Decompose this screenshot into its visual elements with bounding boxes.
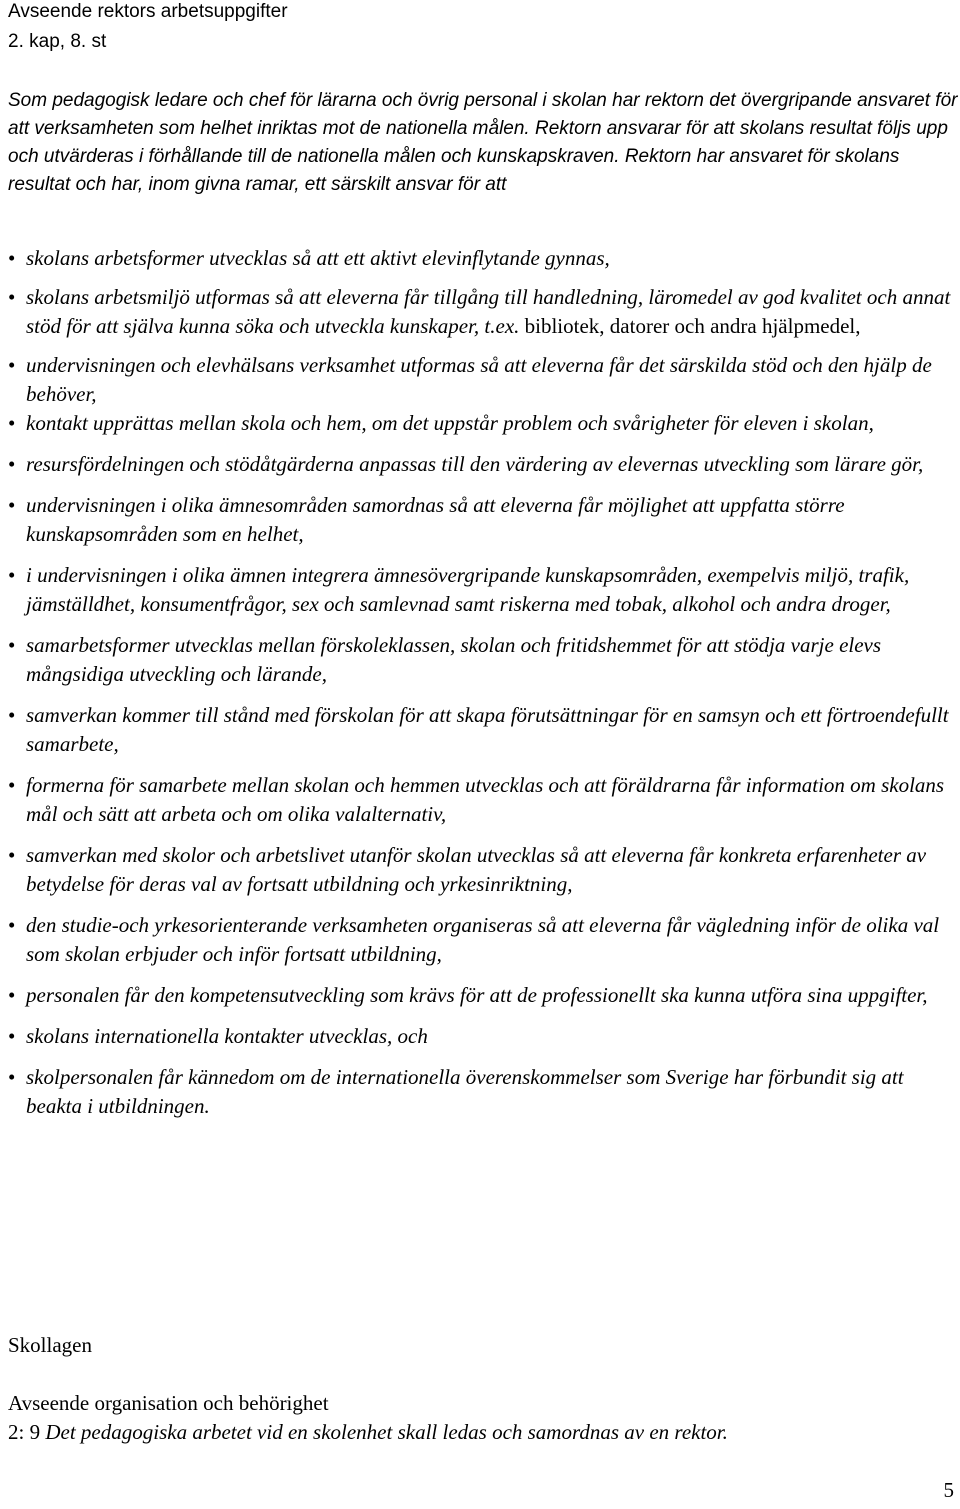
list-item: • skolans arbetsmiljö utformas så att eleverna får tillgång till handledning, läromedel av god kvalitet och annat stöd för att själva kunna söka och utveckla kunskaper, t.ex. bibliotek, datorer och andra hjälpmedel, [8, 283, 958, 341]
intro-sentence-2: Rektorn ansvarar för att skolans resultat följs upp och utvärderas i förhållande till de nationella målen och kunskapskraven. [8, 118, 948, 167]
law-citation [8, 1418, 958, 1447]
list-item-upright-tail: bibliotek, datorer och andra hjälpmedel, [524, 314, 861, 338]
list-item: • samarbetsformer utvecklas mellan förskoleklassen, skolan och fritidshemmet för att stödja varje elevs mångsidiga utveckling och lärande, [8, 631, 958, 689]
list-item: • skolpersonalen får kännedom om de internationella överenskommelser som Sverige har förbundit sig att beakta i utbildningen. [8, 1063, 958, 1121]
intro-paragraph [8, 87, 958, 199]
intro-sentence-1: Som pedagogisk ledare och chef för lärarna och övrig personal i skolan har rektorn det övergripande ansvaret för att verksamheten som helhet inriktas mot de nationella målen. [8, 90, 958, 139]
list-item: • formerna för samarbete mellan skolan och hemmen utvecklas och att föräldrarna får information om skolans mål och sätt att arbeta och om olika valalternativ, [8, 771, 958, 829]
citation-reference: 2: 9 [8, 1420, 41, 1444]
list-item: • samverkan kommer till stånd med förskolan för att skapa förutsättningar för en samsyn och ett förtroendefullt samarbete, [8, 701, 958, 759]
list-item: • skolans internationella kontakter utvecklas, och [8, 1022, 958, 1051]
list-item: • skolans arbetsformer utvecklas så att ett aktivt elevinflytande gynnas, [8, 244, 958, 273]
citation-text: Det pedagogiska arbetet vid en skolenhet skall ledas och samordnas av en rektor. [45, 1420, 728, 1444]
section-title: Avseende rektors arbetsuppgifter [8, 1, 288, 22]
list-item: • kontakt upprättas mellan skola och hem, om det uppstår problem och svårigheter för eleven i skolan, [8, 409, 958, 438]
responsibility-list [8, 244, 958, 1121]
list-item: • undervisningen i olika ämnesområden samordnas så att eleverna får möjlighet att uppfatta större kunskapsområden som en helhet, [8, 491, 958, 549]
list-item: • den studie-och yrkesorienterande verksamheten organiseras så att eleverna får vägledning inför de olika val som skolan erbjuder och inför fortsatt utbildning, [8, 911, 958, 969]
chapter-reference: 2. kap, 8. st [8, 31, 107, 52]
list-item: • personalen får den kompetensutveckling som krävs för att de professionellt ska kunna utföra sina uppgifter, [8, 981, 958, 1010]
organisation-subheading: Avseende organisation och behörighet [8, 1391, 329, 1415]
list-item: • samverkan med skolor och arbetslivet utanför skolan utvecklas så att eleverna får konkreta erfarenheter av betydelse för deras val av fortsatt utbildning och yrkesinriktning, [8, 841, 958, 899]
intro-sentence-3: Rektorn har ansvaret för skolans resultat och har, inom givna ramar, ett särskilt ansvar för att [8, 146, 900, 195]
list-item: • undervisningen och elevhälsans verksamhet utformas så att eleverna får det särskilda stöd och den hjälp de behöver, [8, 351, 958, 409]
law-title: Skollagen [8, 1333, 92, 1357]
list-item: • i undervisningen i olika ämnen integrera ämnesövergripande kunskapsområden, exempelvis miljö, trafik, jämställdhet, konsumentfrågor, sex och samlevnad samt riskerna med tobak, alkohol och andra droger, [8, 561, 958, 619]
page-number: 5 [943, 1478, 954, 1502]
list-item: • resursfördelningen och stödåtgärderna anpassas till den värdering av elevernas utveckling som lärare gör, [8, 450, 958, 479]
